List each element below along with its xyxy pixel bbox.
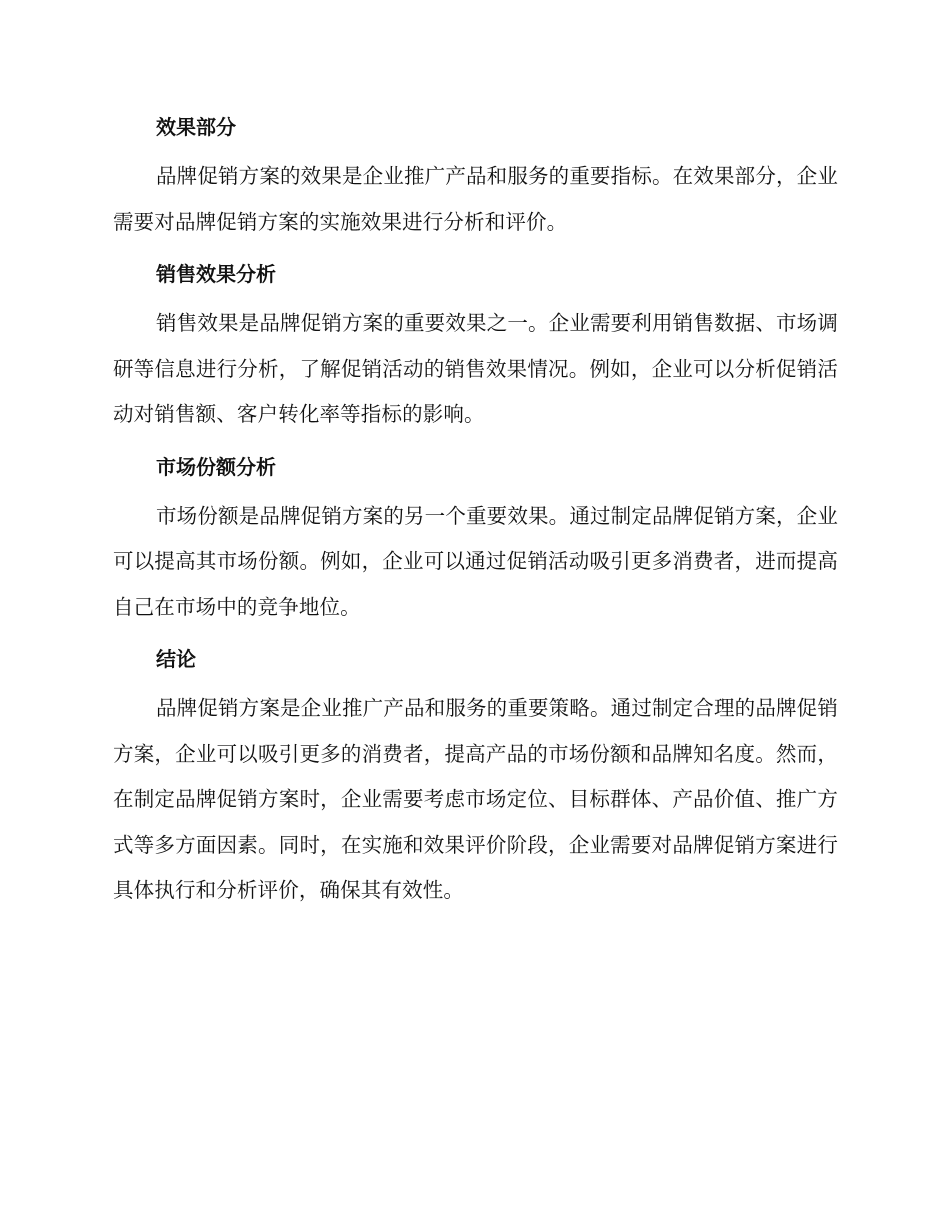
section-effects [113,112,838,245]
section-paragraph: 市场份额是品牌促销方案的另一个重要效果。通过制定品牌促销方案，企业可以提高其市场份额。例如，企业可以通过促销活动吸引更多消费者，进而提高自己在市场中的竞争地位。 [113,503,838,619]
section-market-share-analysis [113,452,838,631]
section-heading: 效果部分 [156,115,236,139]
section-heading: 结论 [156,647,196,671]
section-paragraph: 销售效果是品牌促销方案的重要效果之一。企业需要利用销售数据、市场调研等信息进行分析，了解促销活动的销售效果情况。例如，企业可以分析促销活动对销售额、客户转化率等指标的影响。 [113,311,838,426]
section-paragraph: 品牌促销方案是企业推广产品和服务的重要策略。通过制定合理的品牌促销方案，企业可以吸引更多的消费者，提高产品的市场份额和品牌知名度。然而，在制定品牌促销方案时，企业需要考虑市场定位、目标群体、产品价值、推广方式等多方面因素。同时，在实施和效果评价阶段，企业需要对品牌促销方案进行具体执行和分析评价，确保其有效性。 [113,696,838,902]
section-heading: 市场份额分析 [156,454,276,479]
section-sales-analysis [113,259,838,438]
section-paragraph: 品牌促销方案的效果是企业推广产品和服务的重要指标。在效果部分，企业需要对品牌促销方案的实施效果进行分析和评价。 [113,164,838,234]
section-conclusion [113,644,838,914]
section-heading: 销售效果分析 [156,262,276,286]
